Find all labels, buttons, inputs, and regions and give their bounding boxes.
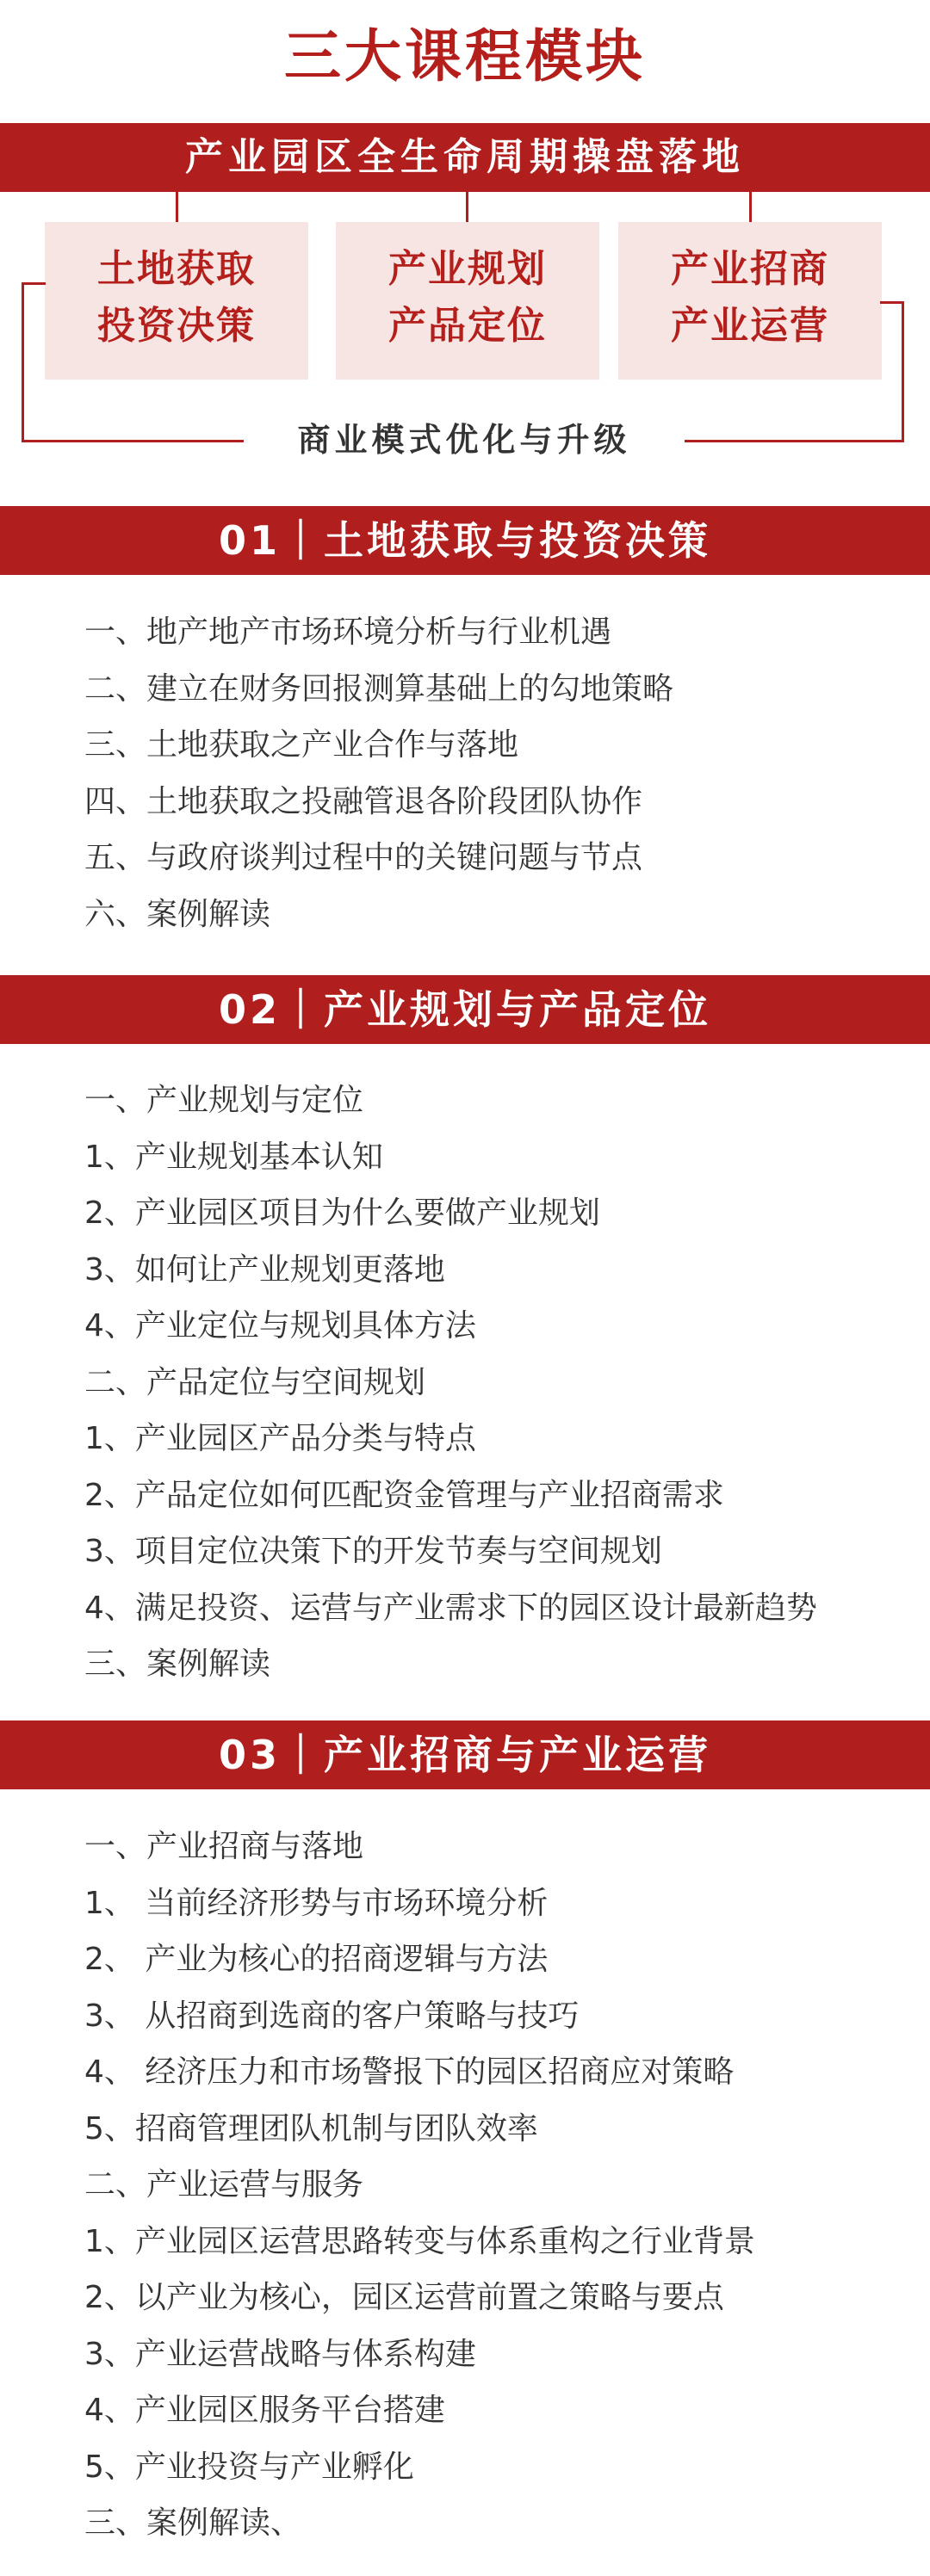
section-heading-03: 03｜产业招商与产业运营 xyxy=(0,1720,930,1789)
list-item: 4、满足投资、运营与产业需求下的园区设计最新趋势 xyxy=(84,1590,817,1626)
list-item: 5、招商管理团队机制与团队效率 xyxy=(84,2110,538,2147)
list-item: 1、产业园区运营思路转变与体系重构之行业背景 xyxy=(84,2223,755,2259)
list-item: 3、项目定位决策下的开发节奏与空间规划 xyxy=(84,1534,662,1569)
list-item: 六、案例解读 xyxy=(84,896,271,932)
list-item: 2、产业园区项目为什么要做产业规划 xyxy=(84,1195,600,1231)
module-box-planning xyxy=(336,222,599,380)
section-list-02 xyxy=(84,1072,911,1693)
list-item: 3、 从招商到选商的客户策略与技巧 xyxy=(84,1998,580,2034)
connector-3 xyxy=(749,192,752,222)
bracket-bottom-line-left xyxy=(22,440,244,442)
page-title: 三大课程模块 xyxy=(284,23,646,90)
list-item: 二、产品定位与空间规划 xyxy=(84,1364,426,1400)
lifecycle-band: 产业园区全生命周期操盘落地 xyxy=(0,123,930,192)
list-item: 一、地产地产市场环境分析与行业机遇 xyxy=(84,615,612,650)
section-list-03 xyxy=(84,1819,911,2552)
list-item: 三、土地获取之产业合作与落地 xyxy=(84,727,519,763)
list-item: 二、产业运营与服务 xyxy=(84,2167,364,2202)
list-item: 2、产品定位如何匹配资金管理与产业招商需求 xyxy=(84,1477,724,1513)
module-box-operation xyxy=(618,222,882,380)
section-heading-02: 02｜产业规划与产品定位 xyxy=(0,975,930,1044)
list-item: 4、产业定位与规划具体方法 xyxy=(84,1308,476,1344)
module-box-line: 产业运营 xyxy=(671,304,829,348)
list-item: 三、案例解读 xyxy=(84,1646,271,1682)
list-item: 3、如何让产业规划更落地 xyxy=(84,1251,445,1288)
list-item: 3、产业运营战略与体系构建 xyxy=(84,2336,476,2372)
module-box-line: 产品定位 xyxy=(388,304,547,348)
section-heading-01: 01｜土地获取与投资决策 xyxy=(0,506,930,575)
module-box-line: 土地获取 xyxy=(97,247,256,291)
list-item: 一、产业招商与落地 xyxy=(84,1829,364,1864)
list-item: 1、产业园区产品分类与特点 xyxy=(84,1421,476,1456)
module-box-line: 产业规划 xyxy=(388,247,547,291)
list-item: 4、产业园区服务平台搭建 xyxy=(84,2393,445,2428)
list-item: 4、 经济压力和市场警报下的园区招商应对策略 xyxy=(84,2054,735,2090)
module-box-line: 投资决策 xyxy=(97,304,256,348)
list-item: 1、产业规划基本认知 xyxy=(84,1139,383,1175)
section-list-01 xyxy=(84,604,911,942)
bracket-bottom-line-right xyxy=(685,440,904,442)
module-box-line: 产业招商 xyxy=(671,247,829,291)
connector-2 xyxy=(466,192,468,222)
bracket-right xyxy=(880,301,904,442)
list-item: 五、与政府谈判过程中的关键问题与节点 xyxy=(84,840,643,875)
module-box-land xyxy=(45,222,308,380)
connector-1 xyxy=(176,192,178,222)
upgrade-label: 商业模式优化与升级 xyxy=(297,421,631,459)
list-item: 2、 产业为核心的招商逻辑与方法 xyxy=(84,1942,549,1977)
list-item: 一、产业规划与定位 xyxy=(84,1083,364,1118)
list-item: 二、建立在财务回报测算基础上的勾地策略 xyxy=(84,670,674,707)
list-item: 三、案例解读、 xyxy=(84,2505,302,2541)
bracket-left xyxy=(22,282,46,442)
list-item: 2、以产业为核心，园区运营前置之策略与要点 xyxy=(84,2280,724,2315)
list-item: 5、产业投资与产业孵化 xyxy=(84,2449,414,2485)
list-item: 1、 当前经济形势与市场环境分析 xyxy=(84,1885,549,1921)
list-item: 四、土地获取之投融管退各阶段团队协作 xyxy=(84,783,643,819)
